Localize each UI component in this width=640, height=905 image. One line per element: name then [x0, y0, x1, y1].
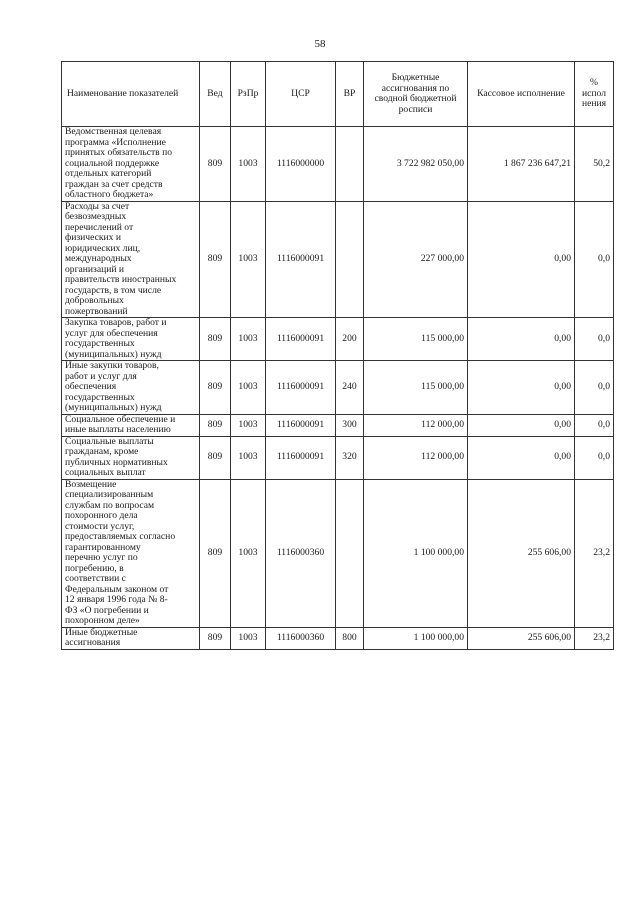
table-row	[62, 361, 614, 415]
row-budget: 227 000,00	[364, 201, 468, 318]
row-name: Иные бюджетные ассигнования	[62, 627, 200, 649]
header-budget: Бюджетные ассигнования по сводной бюджетной росписи	[364, 62, 468, 127]
row-cash: 255 606,00	[468, 627, 575, 649]
row-budget: 1 100 000,00	[364, 627, 468, 649]
row-rzpr: 1003	[231, 479, 266, 627]
header-percent: % испол нения	[575, 62, 614, 127]
header-cash: Кассовое исполнение	[468, 62, 575, 127]
row-rzpr: 1003	[231, 414, 266, 436]
row-csr: 1116000091	[266, 436, 336, 479]
row-percent: 50,2	[575, 127, 614, 202]
row-ved: 809	[200, 201, 231, 318]
row-percent: 23,2	[575, 479, 614, 627]
header-name: Наименование показателей	[62, 62, 200, 127]
row-budget: 1 100 000,00	[364, 479, 468, 627]
row-percent: 0,0	[575, 414, 614, 436]
row-csr: 1116000360	[266, 479, 336, 627]
row-cash: 0,00	[468, 436, 575, 479]
row-rzpr: 1003	[231, 201, 266, 318]
budget-execution-table	[61, 61, 614, 650]
row-csr: 1116000091	[266, 361, 336, 415]
row-csr: 1116000360	[266, 627, 336, 649]
row-rzpr: 1003	[231, 627, 266, 649]
row-percent: 23,2	[575, 627, 614, 649]
row-budget: 115 000,00	[364, 361, 468, 415]
table-row	[62, 318, 614, 361]
table-row	[62, 414, 614, 436]
row-rzpr: 1003	[231, 361, 266, 415]
row-rzpr: 1003	[231, 318, 266, 361]
row-ved: 809	[200, 414, 231, 436]
row-csr: 1116000091	[266, 201, 336, 318]
row-vr	[336, 479, 364, 627]
row-percent: 0,0	[575, 201, 614, 318]
row-csr: 1116000000	[266, 127, 336, 202]
row-vr: 300	[336, 414, 364, 436]
header-rzpr: РзПр	[231, 62, 266, 127]
table-row	[62, 436, 614, 479]
row-cash: 255 606,00	[468, 479, 575, 627]
row-cash: 0,00	[468, 361, 575, 415]
row-budget: 112 000,00	[364, 414, 468, 436]
row-csr: 1116000091	[266, 318, 336, 361]
row-name: Иные закупки товаров, работ и услуг для обеспечения государственных (муниципальных) нужд	[62, 361, 200, 415]
row-percent: 0,0	[575, 361, 614, 415]
row-budget: 115 000,00	[364, 318, 468, 361]
row-name: Социальные выплаты гражданам, кроме публичных нормативных социальных выплат	[62, 436, 200, 479]
row-rzpr: 1003	[231, 127, 266, 202]
row-vr: 200	[336, 318, 364, 361]
row-name: Закупка товаров, работ и услуг для обеспечения государственных (муниципальных) нужд	[62, 318, 200, 361]
row-rzpr: 1003	[231, 436, 266, 479]
header-csr: ЦСР	[266, 62, 336, 127]
table-row	[62, 627, 614, 649]
row-vr	[336, 201, 364, 318]
row-ved: 809	[200, 627, 231, 649]
row-cash: 0,00	[468, 318, 575, 361]
row-budget: 3 722 982 050,00	[364, 127, 468, 202]
row-name: Социальное обеспечение и иные выплаты населению	[62, 414, 200, 436]
row-ved: 809	[200, 436, 231, 479]
row-name: Ведомственная целевая программа «Исполнение принятых обязательств по социальной поддержке отдельных категорий граждан за счет средств областного бюджета»	[62, 127, 200, 202]
row-vr	[336, 127, 364, 202]
row-name: Расходы за счет безвозмездных перечислений от физических и юридических лиц, международных организаций и правительств иностранных государств, в том числе добровольных пожертвований	[62, 201, 200, 318]
row-ved: 809	[200, 127, 231, 202]
row-cash: 1 867 236 647,21	[468, 127, 575, 202]
row-ved: 809	[200, 479, 231, 627]
row-cash: 0,00	[468, 414, 575, 436]
table-row	[62, 201, 614, 318]
row-vr: 800	[336, 627, 364, 649]
row-vr: 320	[336, 436, 364, 479]
table-row	[62, 127, 614, 202]
header-vr: ВР	[336, 62, 364, 127]
page-number: 58	[314, 38, 326, 50]
table-row	[62, 479, 614, 627]
row-cash: 0,00	[468, 201, 575, 318]
row-csr: 1116000091	[266, 414, 336, 436]
row-percent: 0,0	[575, 436, 614, 479]
table-header-row	[62, 62, 614, 127]
row-ved: 809	[200, 318, 231, 361]
row-vr: 240	[336, 361, 364, 415]
row-ved: 809	[200, 361, 231, 415]
row-percent: 0,0	[575, 318, 614, 361]
row-budget: 112 000,00	[364, 436, 468, 479]
header-ved: Вед	[200, 62, 231, 127]
row-name: Возмещение специализированным службам по вопросам похоронного дела стоимости услуг, предоставляемых согласно гарантированному перечню услуг по погребению, в соответствии с Федеральным законом от 12 января 1996 года № 8- ФЗ «О погребении и похоронном деле»	[62, 479, 200, 627]
